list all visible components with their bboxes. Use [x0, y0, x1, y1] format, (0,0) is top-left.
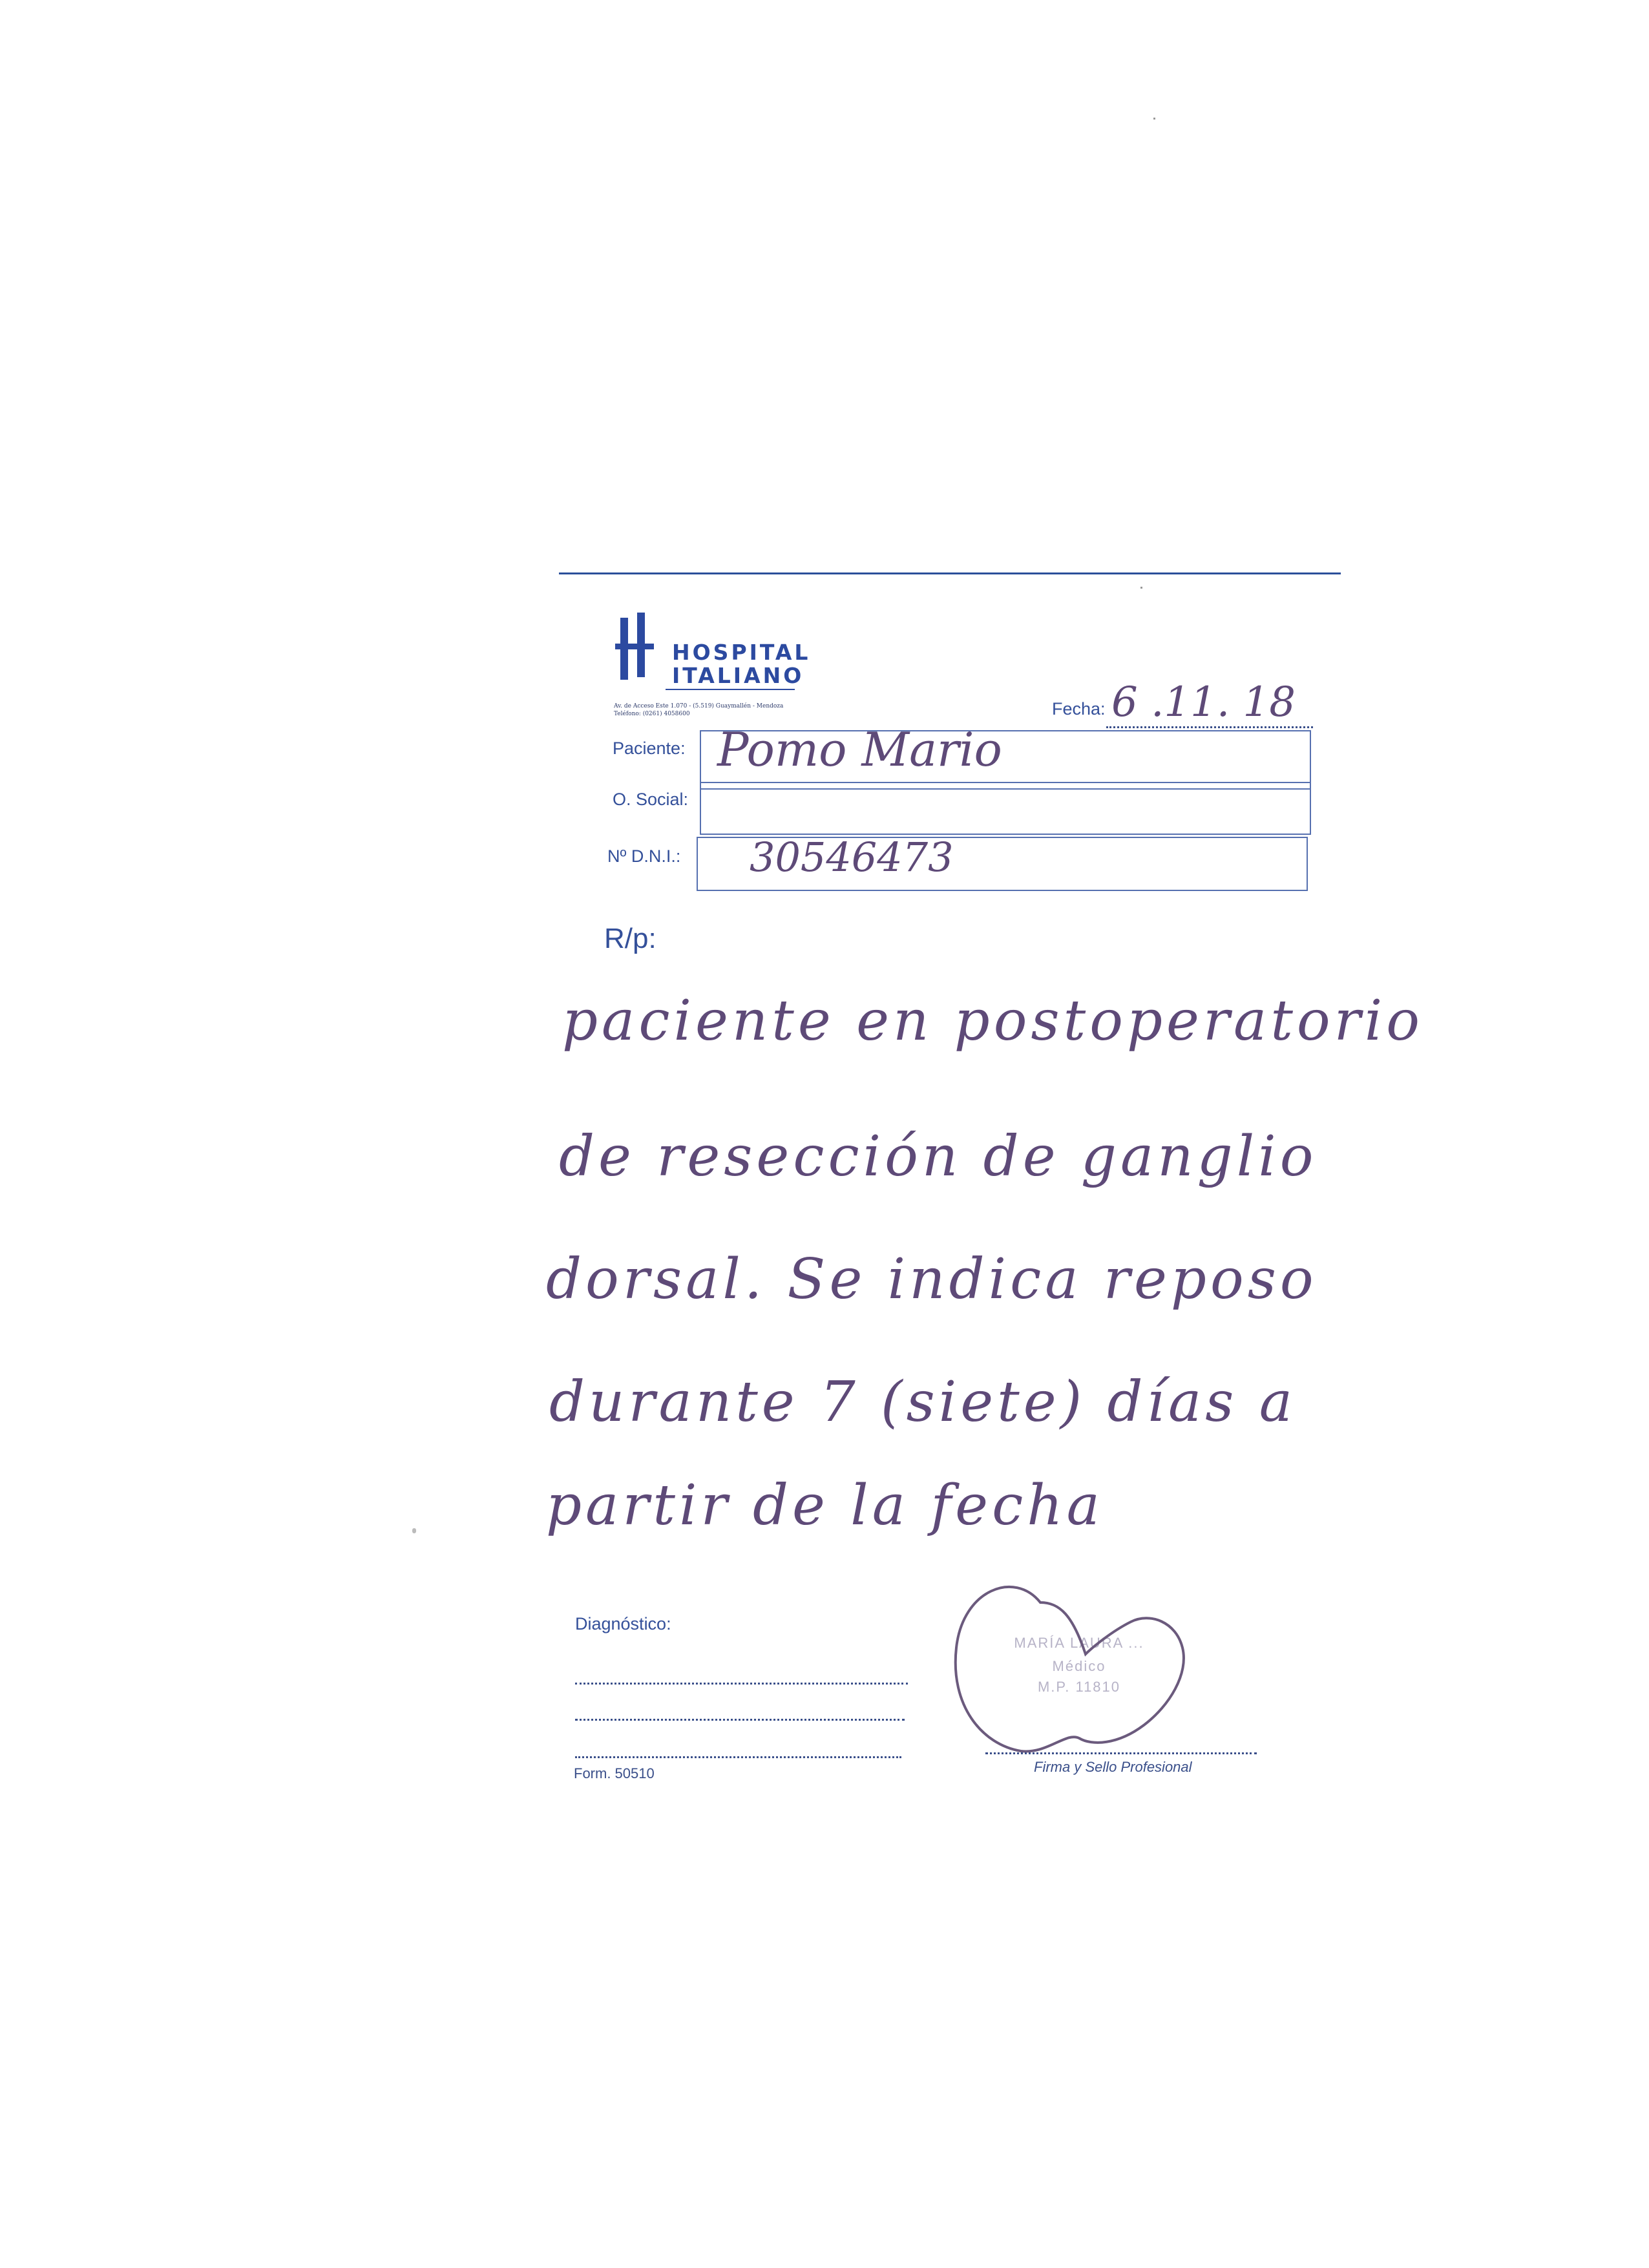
fecha-value: 6 .11. 18: [1111, 678, 1296, 726]
top-rule: [559, 572, 1341, 574]
paciente-value: Pomo Mario: [717, 722, 1002, 777]
scan-speck: [1140, 587, 1142, 589]
stamp-name: MARÍA LAURA ...: [1014, 1635, 1144, 1651]
prescription-line: durante 7 (siete) días a: [549, 1370, 1297, 1434]
firma-label: Firma y Sello Profesional: [1034, 1759, 1192, 1775]
paciente-label: Paciente:: [613, 739, 686, 758]
diagnostico-line-2: [575, 1719, 905, 1721]
dni-value: 30546473: [750, 834, 954, 881]
hospital-name-line2: ITALIANO: [672, 663, 804, 688]
hospital-phone: Teléfono: (0261) 4058600: [614, 711, 690, 717]
hospital-name-line1: HOSPITAL: [672, 640, 811, 665]
hospital-logo-mark: [613, 613, 658, 684]
fecha-dotted-line: [1106, 726, 1313, 728]
hospital-address: Av. de Acceso Este 1.070 - (5.519) Guaymallén - Mendoza: [614, 703, 784, 709]
prescription-line: paciente en postoperatorio: [562, 989, 1424, 1053]
dni-label: Nº D.N.I.:: [607, 846, 681, 866]
form-number: Form. 50510: [574, 1765, 655, 1781]
scan-speck: [1153, 118, 1155, 120]
diagnostico-line-1: [575, 1683, 908, 1685]
diagnostico-label: Diagnóstico:: [575, 1614, 671, 1633]
stamp-mp: M.P. 11810: [1037, 1679, 1121, 1695]
firma-line: [985, 1752, 1257, 1754]
prescription-line: de resección de ganglio: [559, 1124, 1318, 1189]
obra-social-field: [700, 782, 1311, 835]
rp-label: R/p:: [604, 923, 656, 954]
fecha-label: Fecha:: [1052, 699, 1106, 719]
obra-social-label: O. Social:: [613, 790, 689, 809]
scan-speck: [412, 1528, 416, 1533]
stamp-title: Médico: [1052, 1658, 1106, 1674]
logo-underline: [666, 689, 795, 690]
prescription-line: dorsal. Se indica reposo: [546, 1247, 1318, 1312]
diagnostico-line-3: [575, 1756, 901, 1758]
prescription-line: partir de la fecha: [546, 1473, 1104, 1538]
